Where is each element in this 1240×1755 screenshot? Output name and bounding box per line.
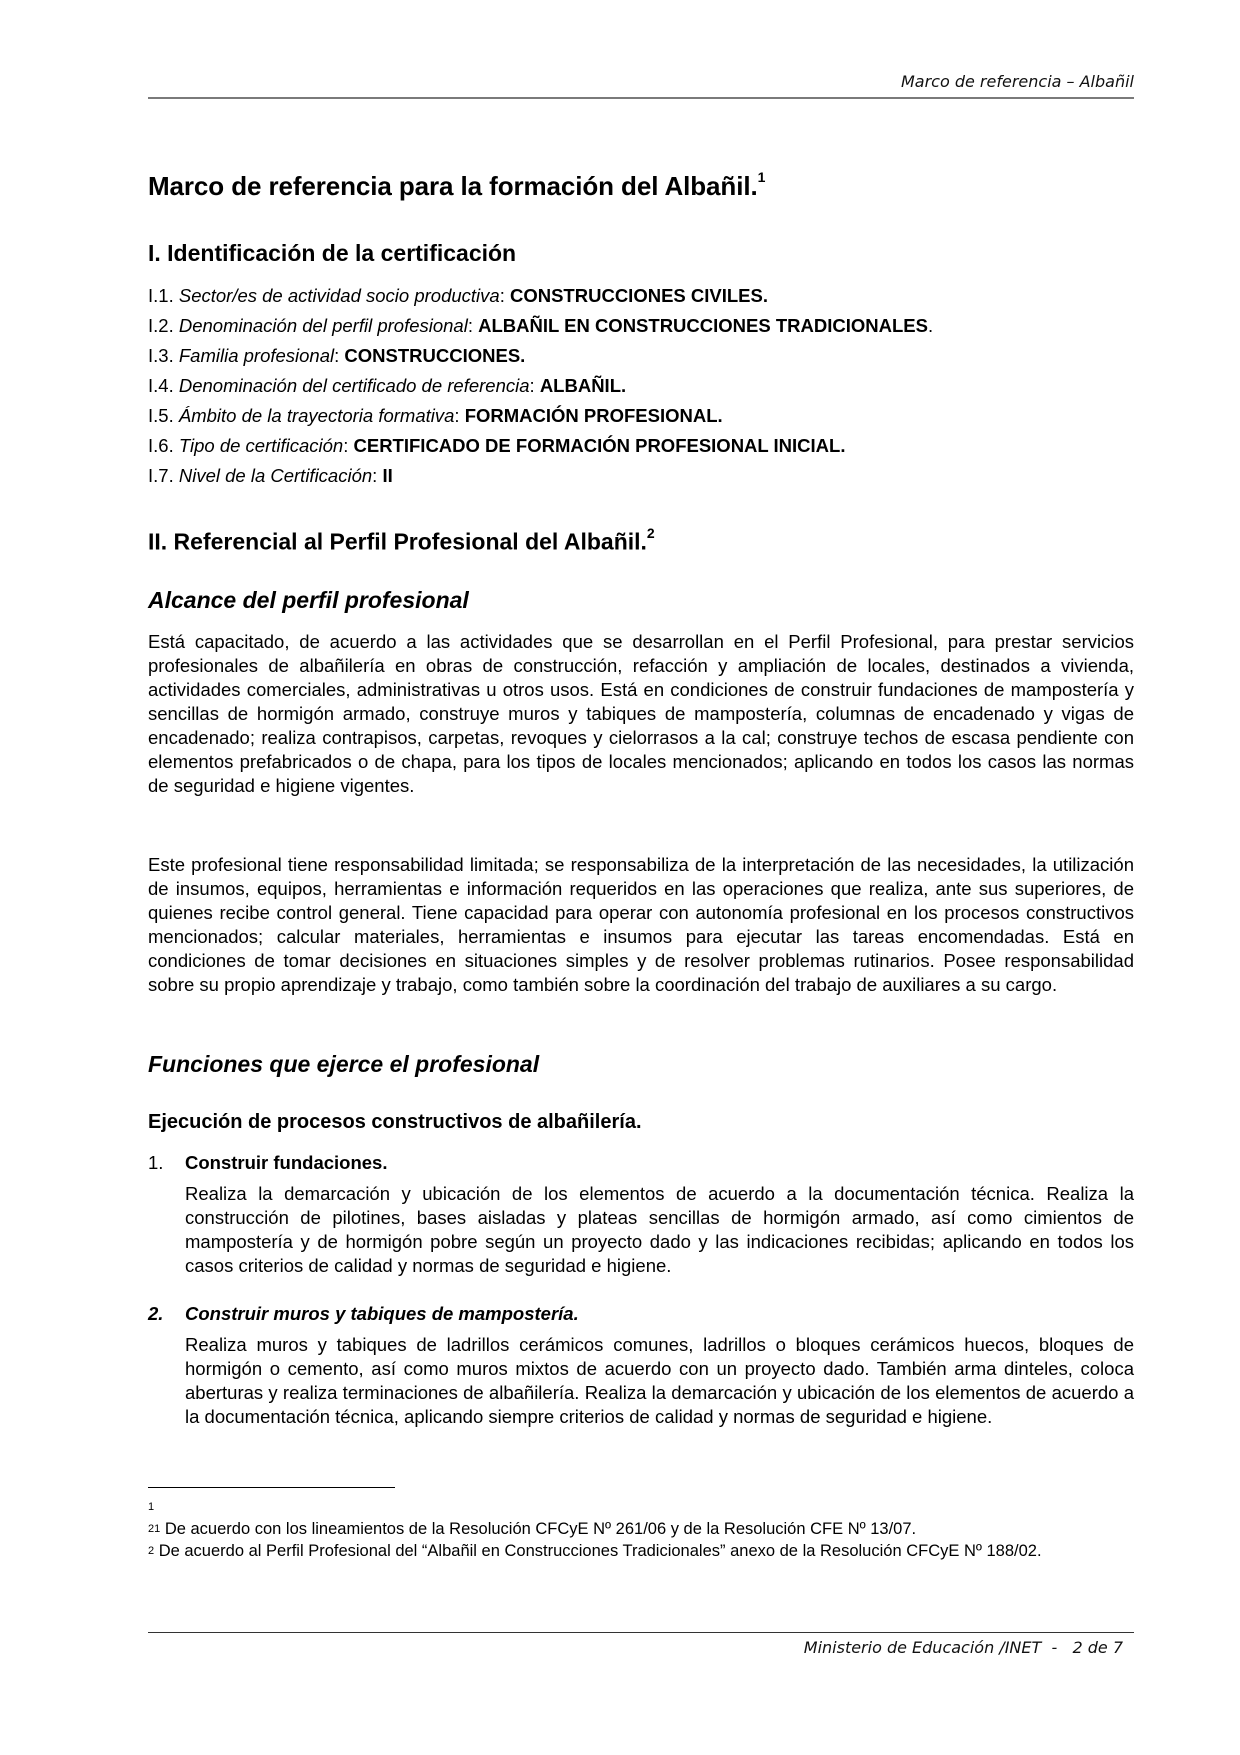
- identification-item: [148, 431, 933, 461]
- footnote-ref-2[interactable]: 2: [646, 525, 655, 541]
- function-item-2-body: Realiza muros y tabiques de ladrillos cerámicos comunes, ladrillos o bloques cerámicos huecos, bloques de hormigón o cemento, así como muros mixtos de acuerdo con un proyecto dado. También arma dinteles, coloca aberturas y realiza terminaciones de albañilería. Realiza la demarcación y ubicación de los elementos de acuerdo a la documentación técnica, aplicando siempre criterios de calidad y normas de seguridad e higiene.: [185, 1334, 1134, 1427]
- footnote-2-text: De acuerdo al Perfil Profesional del “Albañil en Construcciones Tradicionales” anexo de la Resolución CFCyE Nº 188/02.: [154, 1542, 1042, 1560]
- identification-item: [148, 311, 933, 341]
- item-label: Nivel de la Certificación: [178, 465, 373, 486]
- running-footer: Ministerio de Educación /INET - 2 de 7: [803, 1638, 1123, 1657]
- item-label: Sector/es de actividad socio productiva: [178, 285, 500, 306]
- item-number: I.6.: [148, 435, 179, 456]
- separator: :: [372, 465, 383, 486]
- running-header: Marco de referencia – Albañil: [900, 72, 1134, 91]
- item-value: CERTIFICADO DE FORMACIÓN PROFESIONAL INICIAL.: [353, 435, 846, 456]
- item-number: I.7.: [148, 465, 179, 486]
- item-value: CONSTRUCCIONES CIVILES.: [509, 285, 768, 306]
- item-label: Denominación del certificado de referencia: [178, 375, 530, 396]
- separator: :: [454, 405, 465, 426]
- section-2-heading-text: II. Referencial al Perfil Profesional del Albañil.: [148, 528, 647, 555]
- item-value: ALBAÑIL.: [539, 375, 627, 396]
- separator: :: [529, 375, 540, 396]
- item-label: Familia profesional: [178, 345, 335, 366]
- identification-item: [148, 341, 933, 371]
- function-item-1-title: Construir fundaciones.: [185, 1152, 388, 1173]
- document-title-text: Marco de referencia para la formación del Albañil.: [148, 171, 758, 201]
- scope-heading: Alcance del perfil profesional: [148, 587, 469, 613]
- separator: :: [334, 345, 345, 366]
- item-tail: .: [927, 315, 934, 336]
- item-value: FORMACIÓN PROFESIONAL.: [464, 405, 723, 426]
- function-item-1-number: 1.: [148, 1152, 164, 1173]
- footnote-1-mark: 21: [148, 1523, 161, 1535]
- footnote-ref-1[interactable]: 1: [757, 169, 766, 186]
- section-1-heading: I. Identificación de la certificación: [148, 240, 517, 266]
- functions-subheading: Ejecución de procesos constructivos de albañilería.: [148, 1111, 642, 1133]
- section-2-heading: [148, 525, 655, 556]
- item-label: Denominación del perfil profesional: [178, 315, 468, 336]
- separator: :: [343, 435, 354, 456]
- item-value: ALBAÑIL EN CONSTRUCCIONES TRADICIONALES: [478, 315, 928, 336]
- functions-heading: Funciones que ejerce el profesional: [148, 1051, 540, 1077]
- scope-paragraph-1: Está capacitado, de acuerdo a las actividades que se desarrollan en el Perfil Profesional, para prestar servicios profesionales de albañilería en obras de construcción, refacción y ampliación de locales, destinados a vivienda, actividades comerciales, administrativas u otros usos. Está en condiciones de construir fundaciones de mampostería y sencillas de hormigón armado, construye muros y tabiques de mampostería, columnas de encadenado y vigas de encadenado; realiza contrapisos, carpetas, revoques y cielorrasos a la cal; construye techos de escasa pendiente con elementos prefabricados o de chapa, para los tipos de locales mencionados; aplicando en todos los casos las normas de seguridad e higiene vigentes.: [148, 631, 1134, 796]
- item-number: I.3.: [148, 345, 179, 366]
- identification-list: [148, 281, 933, 491]
- footnote-1-text: De acuerdo con los lineamientos de la Resolución CFCyE Nº 261/06 y de la Resolución CFE Nº 13/07.: [160, 1520, 917, 1538]
- footnote-2: [148, 1540, 1108, 1564]
- item-number: I.1.: [148, 285, 179, 306]
- footer-rule: [148, 1632, 1134, 1633]
- item-number: I.2.: [148, 315, 179, 336]
- item-value: II: [382, 465, 393, 486]
- identification-item: [148, 461, 933, 491]
- footnote-1: [148, 1518, 1134, 1542]
- header-rule: [148, 97, 1134, 99]
- separator: :: [467, 315, 479, 336]
- item-label: Tipo de certificación: [178, 435, 344, 456]
- function-item-2-title: Construir muros y tabiques de mampostería.: [185, 1303, 579, 1324]
- function-item-2-number: 2.: [148, 1303, 164, 1324]
- document-title: [148, 171, 765, 202]
- identification-item: [148, 281, 933, 311]
- footnote-stray-mark: 1: [148, 1501, 155, 1513]
- footnote-2-mark: 2: [148, 1545, 155, 1557]
- item-label: Ámbito de la trayectoria formativa: [178, 405, 455, 426]
- identification-item: [148, 371, 933, 401]
- identification-item: [148, 401, 933, 431]
- item-number: I.4.: [148, 375, 179, 396]
- function-item-1-body: Realiza la demarcación y ubicación de los elementos de acuerdo a la documentación técnica. Realiza la construcción de pilotines, bases aisladas y plateas sencillas de hormigón armado, así como cimientos de mampostería y de hormigón pobre según un proyecto dado y las indicaciones recibidas; aplicando en todos los casos criterios de calidad y normas de seguridad e higiene.: [185, 1183, 1134, 1276]
- footnote-separator: [148, 1487, 395, 1488]
- separator: :: [499, 285, 510, 306]
- scope-paragraph-2: Este profesional tiene responsabilidad limitada; se responsabiliza de la interpretación de las necesidades, la utilización de insumos, equipos, herramientas e información requeridos en las operaciones que realiza, ante sus superiores, de quienes recibe control general. Tiene capacidad para operar con autonomía profesional en los procesos constructivos mencionados; calcular materiales, herramientas e insumos para ejecutar las tareas encomendadas. Está en condiciones de tomar decisiones en situaciones simples y de resolver problemas rutinarios. Posee responsabilidad sobre su propio aprendizaje y trabajo, como también sobre la coordinación del trabajo de auxiliares a su cargo.: [148, 854, 1134, 995]
- item-number: I.5.: [148, 405, 179, 426]
- item-value: CONSTRUCCIONES.: [344, 345, 526, 366]
